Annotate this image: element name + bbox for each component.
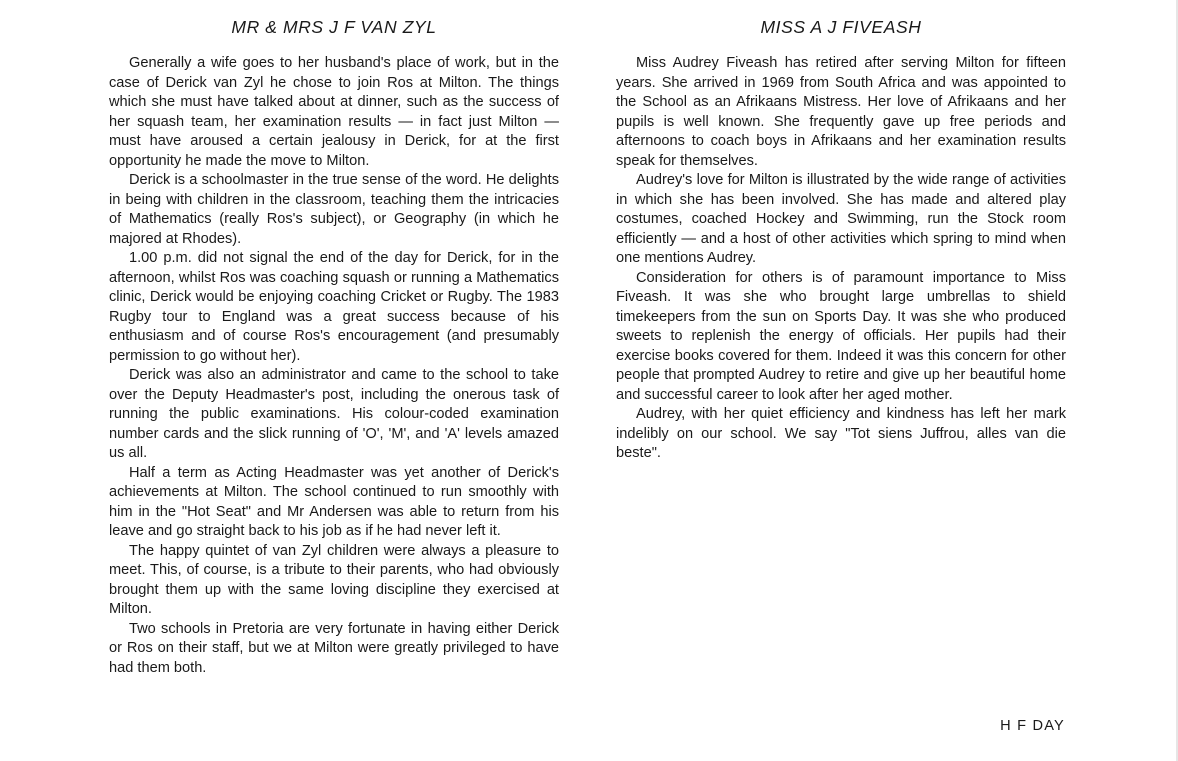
article-title: MR & MRS J F VAN ZYL	[231, 17, 437, 37]
paragraph: Audrey's love for Milton is illustrated by the wide range of activities in which she has been involved. She has made and altered play costumes, coached Hockey and Swimming, run the Stock room efficiently — and a host of other activities which spring to mind when one mentions Audrey.	[616, 172, 1066, 266]
paragraph: Generally a wife goes to her husband's place of work, but in the case of Derick van Zyl he chose to join Ros at Milton. The things which she must have talked about at dinner, such as the success of her squash team, her examination results — in fact just Milton — must have aroused a certain jealousy in Derick, for at the first opportunity he made the move to Milton.	[109, 55, 559, 169]
paragraph: Miss Audrey Fiveash has retired after serving Milton for fifteen years. She arrived in 1969 from South Africa and was appointed to the School as an Afrikaans Mistress. Her love of Afrikaans and her pupils is well known. She frequently gave up free periods and afternoons to coach boys in Afrikaans and her examination results speak for themselves.	[616, 55, 1066, 169]
paragraph: Consideration for others is of paramount importance to Miss Fiveash. It was she who brought large umbrellas to shield timekeepers from the sun on Sports Day. It was she who produced sweets to replenish the energy of officials. Her pupils had their exercise books covered for them. Indeed it was this concern for other people that prompted Audrey to retire and give up her beautiful home and successful career to look after her aged mother.	[616, 269, 1066, 403]
article-van-zyl	[109, 14, 559, 678]
paragraph: Derick was also an administrator and came to the school to take over the Deputy Headmaster's post, including the onerous task of running the public examinations. His colour-coded examination number cards and the slick running of 'O', 'M', and 'A' levels amazed us all.	[109, 367, 559, 461]
paragraph: The happy quintet of van Zyl children were always a pleasure to meet. This, of course, is a tribute to their parents, who had obviously brought them up with the same loving discipline they exercised at Milton.	[109, 542, 559, 617]
paragraph: 1.00 p.m. did not signal the end of the day for Derick, for in the afternoon, whilst Ros was coaching squash or running a Mathematics clinic, Derick would be enjoying coaching Cricket or Rugby. The 1983 Rugby tour to England was a great success because of his enthusiasm and of course Ros's encouragement (and presumably permission to go without her).	[109, 250, 559, 364]
article-title: MISS A J FIVEASH	[760, 17, 922, 37]
paragraph: Half a term as Acting Headmaster was yet another of Derick's achievements at Milton. The school continued to run smoothly with him in the "Hot Seat" and Mr Andersen was able to return from his leave and go straight back to his job as if he had never left it.	[109, 464, 559, 539]
paragraph: Derick is a schoolmaster in the true sense of the word. He delights in being with children in the classroom, teaching them the intricacies of Mathematics (really Ros's subject), or Geography (in which he majored at Rhodes).	[109, 172, 559, 247]
author-signature: H F DAY	[1000, 718, 1065, 734]
paragraph: Audrey, with her quiet efficiency and kindness has left her mark indelibly on our school. We say "Tot siens Juffrou, alles van die beste".	[616, 406, 1066, 461]
paragraph: Two schools in Pretoria are very fortunate in having either Derick or Ros on their staff, but we at Milton were greatly privileged to have had them both.	[109, 620, 559, 676]
article-fiveash	[616, 14, 1066, 739]
